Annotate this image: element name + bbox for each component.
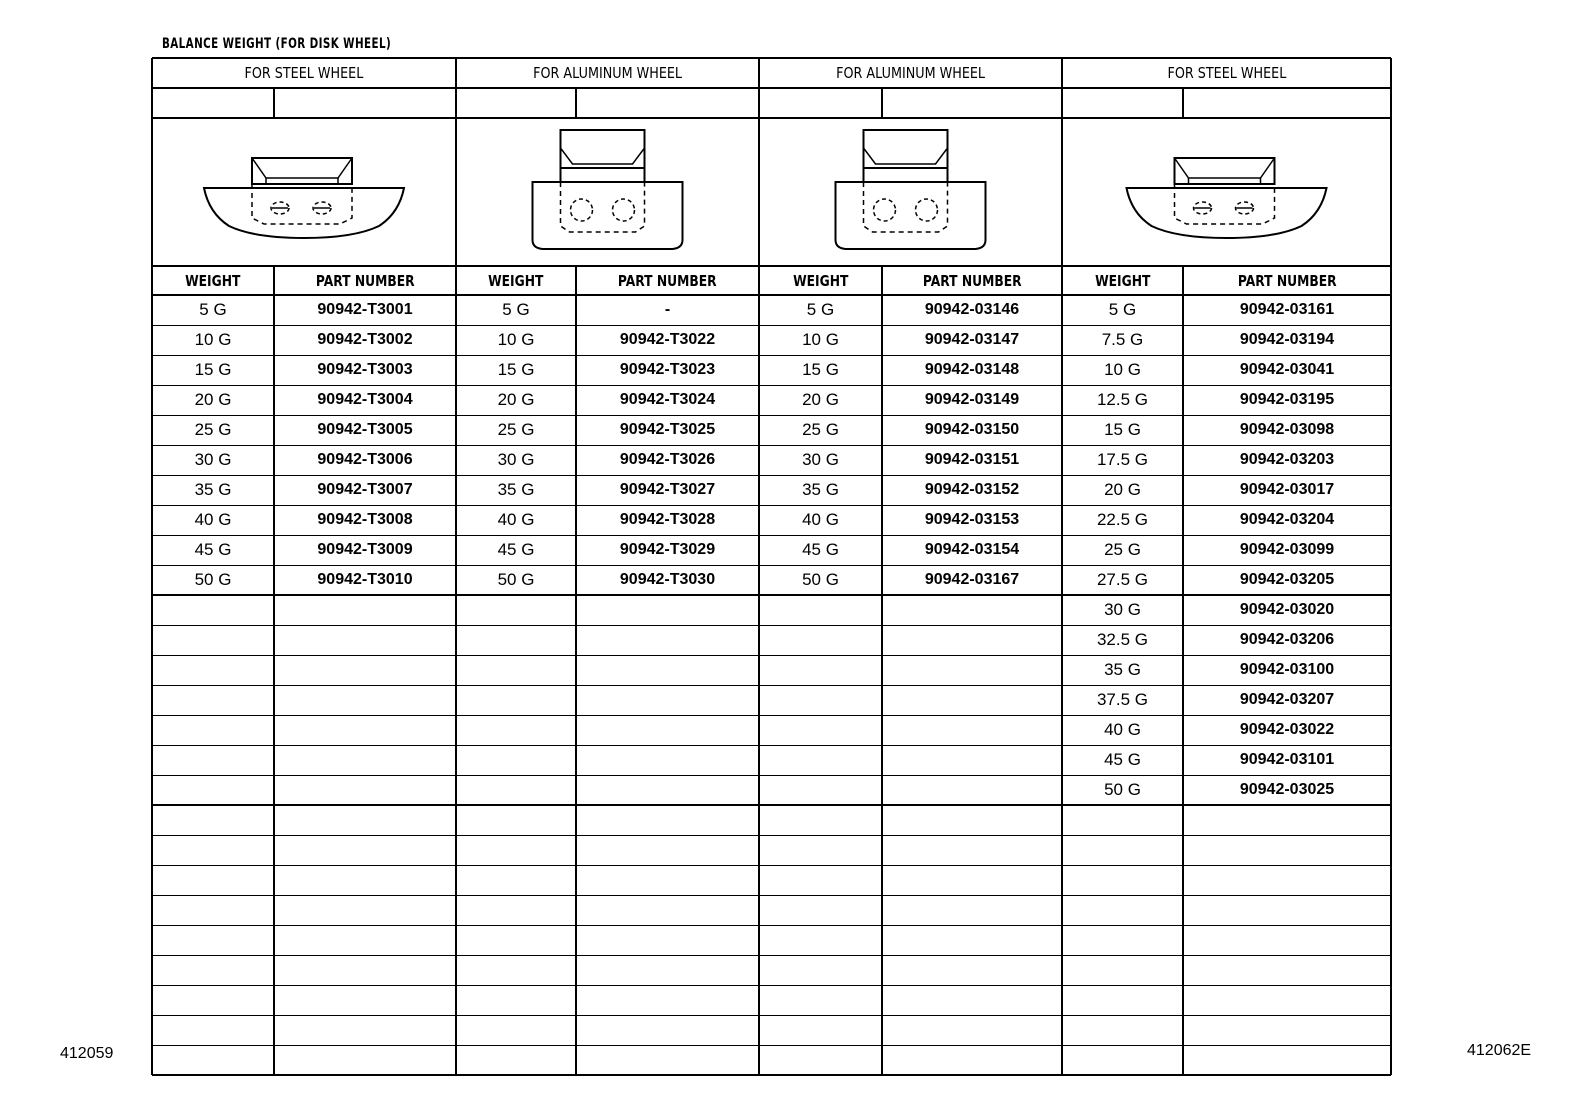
weight-cell-text: 37.5 G xyxy=(1096,690,1149,709)
column-header-part-number-text: PART NUMBER xyxy=(618,271,717,290)
part-number-cell-text: 90942-03100 xyxy=(1239,661,1335,678)
part-number-cell-text: 90942-03206 xyxy=(1239,631,1335,648)
column-header-weight-text: WEIGHT xyxy=(1094,271,1151,290)
weight-cell xyxy=(152,325,274,355)
part-number-cell xyxy=(1183,325,1391,355)
weight-cell-text: 10 G xyxy=(1104,360,1141,379)
weight-cell-text: 35 G xyxy=(802,480,839,499)
balance-weight-table xyxy=(152,58,1391,1075)
weight-cell-text: 50 G xyxy=(802,570,839,589)
part-number-cell xyxy=(882,445,1062,475)
weight-cell-text: 35 G xyxy=(1104,660,1141,679)
weight-cell xyxy=(456,565,576,595)
weight-cell xyxy=(1062,745,1183,775)
weight-cell xyxy=(759,535,882,565)
weight-cell xyxy=(456,385,576,415)
weight-cell xyxy=(1062,385,1183,415)
part-number-cell xyxy=(274,475,456,505)
part-number-cell-text: 90942-03151 xyxy=(924,451,1020,468)
part-number-cell xyxy=(1183,625,1391,655)
weight-cell xyxy=(759,385,882,415)
group-header-text: FOR STEEL WHEEL xyxy=(1167,64,1286,82)
weight-cell xyxy=(456,445,576,475)
weight-cell xyxy=(759,355,882,385)
part-number-cell xyxy=(882,505,1062,535)
part-number-cell xyxy=(576,445,759,475)
part-number-cell xyxy=(576,385,759,415)
weight-cell-text: 50 G xyxy=(497,570,535,589)
weight-cell-text: 12.5 G xyxy=(1096,390,1149,409)
weight-cell-text: 35 G xyxy=(194,480,232,499)
column-header-weight xyxy=(759,266,882,295)
weight-cell xyxy=(1062,445,1183,475)
part-number-cell-text: 90942-03098 xyxy=(1239,421,1335,438)
column-header-weight-text: WEIGHT xyxy=(488,271,544,290)
weight-cell xyxy=(152,385,274,415)
part-number-cell-text: 90942-T3025 xyxy=(619,421,716,438)
weight-cell xyxy=(759,565,882,595)
figure-code-left: 412059 xyxy=(60,1045,114,1062)
weight-cell xyxy=(152,475,274,505)
weight-cell xyxy=(1062,565,1183,595)
weight-cell-text: 30 G xyxy=(802,450,839,469)
weight-cell xyxy=(456,415,576,445)
weight-cell-text: 22.5 G xyxy=(1096,510,1149,529)
weight-cell-text: 30 G xyxy=(194,450,232,469)
weight-cell xyxy=(152,445,274,475)
part-number-cell xyxy=(1183,505,1391,535)
table-rule xyxy=(881,88,883,118)
part-number-cell-text: 90942-03017 xyxy=(1239,481,1335,498)
part-number-cell xyxy=(576,415,759,445)
weight-cell xyxy=(1062,775,1183,805)
part-number-cell xyxy=(882,325,1062,355)
group-header xyxy=(759,58,1062,88)
weight-cell xyxy=(1062,715,1183,745)
weight-cell-text: 35 G xyxy=(497,480,535,499)
group-header-text: FOR ALUMINUM WHEEL xyxy=(836,64,985,82)
part-number-cell-text: 90942-T3005 xyxy=(317,421,413,438)
part-number-cell-text: 90942-T3008 xyxy=(317,511,413,528)
part-number-cell xyxy=(274,325,456,355)
part-number-cell xyxy=(1183,355,1391,385)
weight-cell-text: 5 G xyxy=(199,300,227,319)
weight-cell xyxy=(1062,505,1183,535)
weight-cell-text: 25 G xyxy=(194,420,232,439)
part-number-cell-text: 90942-T3022 xyxy=(619,331,716,348)
weight-cell xyxy=(1062,295,1183,325)
part-number-cell xyxy=(576,565,759,595)
group-header-text: FOR STEEL WHEEL xyxy=(244,64,364,82)
weight-cell-text: 10 G xyxy=(194,330,232,349)
part-number-cell-text: 90942-T3002 xyxy=(317,331,413,348)
part-number-cell-text: 90942-03101 xyxy=(1239,751,1335,768)
weight-cell xyxy=(1062,685,1183,715)
part-number-cell xyxy=(274,415,456,445)
steel-clip-weight-icon xyxy=(1062,118,1391,266)
part-number-cell-text: 90942-03167 xyxy=(924,571,1020,588)
part-number-cell-text: 90942-T3024 xyxy=(619,391,716,408)
weight-cell xyxy=(1062,535,1183,565)
part-number-cell-text: 90942-03022 xyxy=(1239,721,1335,738)
part-number-cell-text: 90942-03154 xyxy=(924,541,1020,558)
weight-cell-text: 30 G xyxy=(497,450,535,469)
part-number-cell xyxy=(1183,475,1391,505)
part-number-cell-text: 90942-03148 xyxy=(924,361,1020,378)
part-number-cell xyxy=(882,385,1062,415)
weight-cell xyxy=(152,355,274,385)
weight-cell-text: 45 G xyxy=(194,540,232,559)
part-number-cell-text: 90942-03194 xyxy=(1239,331,1335,348)
weight-cell xyxy=(152,505,274,535)
weight-cell-text: 10 G xyxy=(802,330,839,349)
weight-cell-text: 45 G xyxy=(802,540,839,559)
part-number-cell xyxy=(1183,775,1391,805)
table-rule xyxy=(152,1045,1391,1046)
group-header xyxy=(152,58,456,88)
weight-cell-text: 25 G xyxy=(802,420,839,439)
part-number-cell xyxy=(576,355,759,385)
weight-cell xyxy=(759,475,882,505)
weight-cell xyxy=(152,415,274,445)
weight-cell-text: 27.5 G xyxy=(1096,570,1149,589)
part-number-cell xyxy=(1183,745,1391,775)
table-rule xyxy=(152,865,1391,866)
weight-cell xyxy=(1062,475,1183,505)
table-rule xyxy=(1182,88,1184,118)
weight-cell-text: 20 G xyxy=(497,390,535,409)
part-number-cell-text: 90942-T3027 xyxy=(619,481,716,498)
part-number-cell xyxy=(1183,565,1391,595)
weight-cell-text: 30 G xyxy=(1104,600,1141,619)
part-number-cell xyxy=(576,295,759,325)
weight-cell-text: 5 G xyxy=(502,300,530,319)
weight-cell xyxy=(456,535,576,565)
part-number-cell xyxy=(1183,445,1391,475)
weight-cell xyxy=(759,505,882,535)
part-number-cell-text: 90942-T3003 xyxy=(317,361,413,378)
weight-cell-text: 25 G xyxy=(1104,540,1141,559)
column-header-part-number xyxy=(576,266,759,295)
aluminum-clip-weight-icon xyxy=(456,118,759,266)
part-number-cell-text: - xyxy=(664,301,671,318)
part-number-cell xyxy=(1183,415,1391,445)
part-number-cell-text: 90942-T3009 xyxy=(317,541,413,558)
part-number-cell xyxy=(1183,385,1391,415)
weight-cell-text: 17.5 G xyxy=(1096,450,1149,469)
table-rule xyxy=(575,88,577,118)
part-number-cell xyxy=(882,295,1062,325)
part-number-cell xyxy=(274,535,456,565)
weight-cell-text: 50 G xyxy=(1104,780,1141,799)
part-number-cell-text: 90942-T3029 xyxy=(619,541,716,558)
weight-cell xyxy=(456,505,576,535)
weight-cell-text: 45 G xyxy=(1104,750,1141,769)
part-number-cell xyxy=(274,445,456,475)
steel-clip-weight-icon xyxy=(152,118,456,266)
part-number-cell-text: 90942-03041 xyxy=(1239,361,1335,378)
weight-cell xyxy=(1062,415,1183,445)
group-header-text: FOR ALUMINUM WHEEL xyxy=(533,64,682,82)
weight-cell xyxy=(1062,355,1183,385)
weight-cell xyxy=(759,415,882,445)
part-number-cell-text: 90942-03207 xyxy=(1239,691,1335,708)
part-number-cell xyxy=(882,535,1062,565)
part-number-cell xyxy=(1183,655,1391,685)
table-rule xyxy=(152,955,1391,956)
part-number-cell-text: 90942-03146 xyxy=(924,301,1020,318)
weight-cell-text: 5 G xyxy=(1108,300,1137,319)
weight-cell xyxy=(1062,655,1183,685)
weight-cell xyxy=(759,295,882,325)
table-rule xyxy=(152,895,1391,896)
part-number-cell-text: 90942-T3030 xyxy=(619,571,716,588)
part-number-cell xyxy=(1183,715,1391,745)
table-rule xyxy=(152,925,1391,926)
part-number-cell-text: 90942-T3026 xyxy=(619,451,716,468)
table-rule xyxy=(273,88,275,118)
part-number-cell-text: 90942-03195 xyxy=(1239,391,1335,408)
weight-cell-text: 50 G xyxy=(194,570,232,589)
part-number-cell-text: 90942-03152 xyxy=(924,481,1020,498)
part-number-cell-text: 90942-03020 xyxy=(1239,601,1335,618)
part-number-cell xyxy=(882,355,1062,385)
figure-code-right: 412062E xyxy=(1467,1042,1532,1059)
part-number-cell xyxy=(1183,535,1391,565)
weight-cell xyxy=(456,295,576,325)
part-number-cell xyxy=(576,505,759,535)
weight-cell xyxy=(1062,625,1183,655)
part-number-cell xyxy=(274,505,456,535)
part-number-cell-text: 90942-03099 xyxy=(1239,541,1335,558)
column-header-part-number-text: PART NUMBER xyxy=(315,271,415,290)
part-number-cell-text: 90942-T3006 xyxy=(317,451,413,468)
part-number-cell-text: 90942-03205 xyxy=(1239,571,1335,588)
weight-cell-text: 15 G xyxy=(497,360,535,379)
table-rule xyxy=(152,1015,1391,1016)
weight-cell-text: 20 G xyxy=(802,390,839,409)
aluminum-clip-weight-icon xyxy=(759,118,1062,266)
column-header-weight xyxy=(1062,266,1183,295)
part-number-cell xyxy=(882,475,1062,505)
part-number-cell-text: 90942-03149 xyxy=(924,391,1020,408)
part-number-cell-text: 90942-03025 xyxy=(1239,781,1335,798)
part-number-cell-text: 90942-03150 xyxy=(924,421,1020,438)
column-header-part-number-text: PART NUMBER xyxy=(1237,271,1337,290)
weight-cell-text: 40 G xyxy=(194,510,232,529)
column-header-weight xyxy=(456,266,576,295)
weight-cell xyxy=(759,445,882,475)
weight-cell-text: 32.5 G xyxy=(1096,630,1149,649)
weight-cell-text: 20 G xyxy=(1104,480,1141,499)
weight-cell-text: 40 G xyxy=(1104,720,1141,739)
weight-cell xyxy=(759,325,882,355)
weight-cell-text: 10 G xyxy=(497,330,535,349)
part-number-cell-text: 90942-T3004 xyxy=(317,391,413,408)
weight-cell xyxy=(456,355,576,385)
weight-cell xyxy=(1062,325,1183,355)
weight-cell-text: 15 G xyxy=(1104,420,1141,439)
weight-cell xyxy=(456,325,576,355)
weight-cell-text: 15 G xyxy=(802,360,839,379)
weight-cell-text: 25 G xyxy=(497,420,535,439)
weight-cell-text: 20 G xyxy=(194,390,232,409)
part-number-cell-text: 90942-T3007 xyxy=(317,481,413,498)
weight-cell-text: 5 G xyxy=(806,300,835,319)
column-header-weight-text: WEIGHT xyxy=(792,271,849,290)
weight-cell xyxy=(152,535,274,565)
table-rule xyxy=(152,985,1391,986)
part-number-cell xyxy=(1183,685,1391,715)
weight-cell xyxy=(456,475,576,505)
column-header-weight xyxy=(152,266,274,295)
column-header-part-number xyxy=(274,266,456,295)
part-number-cell-text: 90942-T3001 xyxy=(317,301,413,318)
part-number-cell-text: 90942-T3010 xyxy=(317,571,413,588)
column-header-part-number xyxy=(882,266,1062,295)
part-number-cell xyxy=(576,475,759,505)
column-header-part-number-text: PART NUMBER xyxy=(922,271,1022,290)
column-header-weight-text: WEIGHT xyxy=(185,271,241,290)
weight-cell xyxy=(152,295,274,325)
part-number-cell-text: 90942-03204 xyxy=(1239,511,1335,528)
weight-cell xyxy=(152,565,274,595)
part-number-cell xyxy=(576,325,759,355)
part-number-cell xyxy=(882,415,1062,445)
part-number-cell-text: 90942-03153 xyxy=(924,511,1020,528)
part-number-cell xyxy=(274,385,456,415)
part-number-cell-text: 90942-T3023 xyxy=(619,361,716,378)
weight-cell-text: 45 G xyxy=(497,540,535,559)
table-rule xyxy=(152,835,1391,836)
weight-cell-text: 40 G xyxy=(497,510,535,529)
document-title: BALANCE WEIGHT (FOR DISK WHEEL) xyxy=(162,36,392,52)
part-number-cell-text: 90942-03147 xyxy=(924,331,1020,348)
part-number-cell xyxy=(1183,595,1391,625)
weight-cell xyxy=(1062,595,1183,625)
part-number-cell-text: 90942-03203 xyxy=(1239,451,1335,468)
weight-cell-text: 7.5 G xyxy=(1101,330,1144,349)
part-number-cell xyxy=(1183,295,1391,325)
table-rule xyxy=(152,1074,1391,1076)
part-number-cell-text: 90942-T3028 xyxy=(619,511,716,528)
column-header-part-number xyxy=(1183,266,1391,295)
weight-cell-text: 40 G xyxy=(802,510,839,529)
part-number-cell xyxy=(882,565,1062,595)
group-header xyxy=(456,58,759,88)
weight-cell-text: 15 G xyxy=(194,360,232,379)
part-number-cell xyxy=(274,295,456,325)
part-number-cell xyxy=(274,565,456,595)
part-number-cell xyxy=(576,535,759,565)
part-number-cell xyxy=(274,355,456,385)
group-header xyxy=(1062,58,1391,88)
part-number-cell-text: 90942-03161 xyxy=(1239,301,1335,318)
